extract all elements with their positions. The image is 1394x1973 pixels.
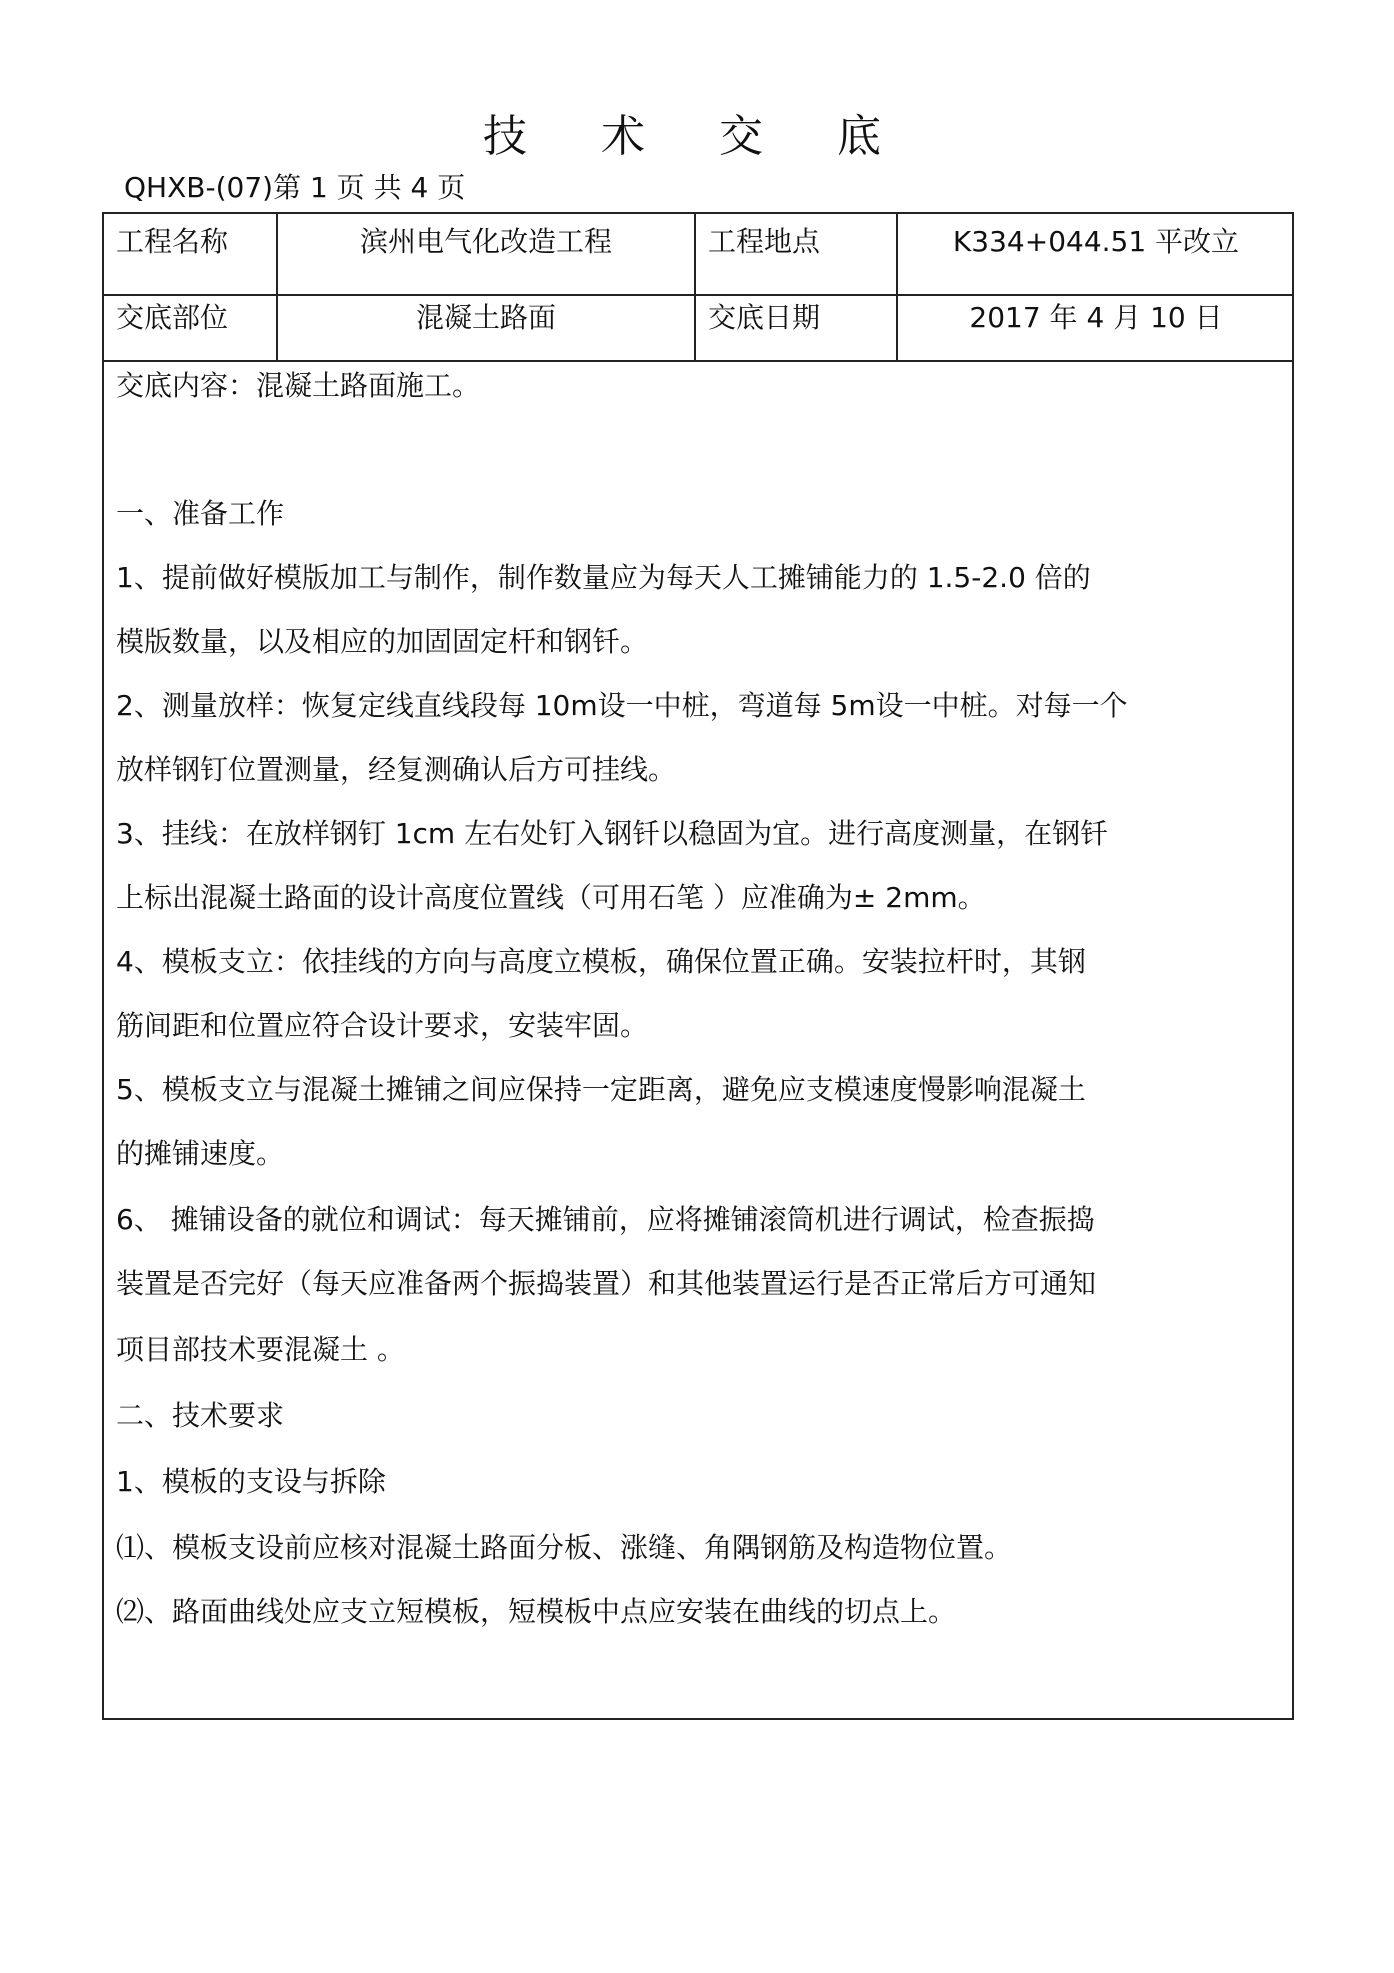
content-line: 1、模板的支设与拆除 bbox=[116, 1465, 386, 1498]
project-name-value: 滨州电气化改造工程 bbox=[359, 225, 612, 258]
row-divider bbox=[104, 294, 1292, 296]
content-line: 1、提前做好模版加工与制作，制作数量应为每天人工摊铺能力的 1.5-2.0 倍的 bbox=[116, 561, 1091, 594]
content-line: 的摊铺速度。 bbox=[116, 1137, 285, 1170]
project-location-value: K334+044.51 平改立 bbox=[952, 225, 1240, 258]
disclosure-table bbox=[102, 212, 1294, 1720]
content-line: ⑴、模板支设前应核对混凝土路面分板、涨缝、角隅钢筋及构造物位置。 bbox=[116, 1531, 1013, 1564]
content-line: ⑵、路面曲线处应支立短模板，短模板中点应安装在曲线的切点上。 bbox=[116, 1595, 957, 1628]
content-line: 4、模板支立：依挂线的方向与高度立模板，确保位置正确。安装拉杆时，其钢 bbox=[116, 945, 1086, 978]
content-line: 筋间距和位置应符合设计要求，安装牢固。 bbox=[116, 1009, 649, 1042]
content-line: 2、测量放样：恢复定线直线段每 10m设一中桩，弯道每 5m设一中桩。对每一个 bbox=[116, 689, 1128, 722]
project-name-label: 工程名称 bbox=[116, 225, 229, 258]
content-line: 3、挂线：在放样钢钉 1cm 左右处钉入钢钎以稳固为宜。进行高度测量，在钢钎 bbox=[116, 817, 1109, 850]
document-number: QHXB-(07)第 1 页 共 4 页 bbox=[124, 171, 466, 204]
project-location-label: 工程地点 bbox=[708, 225, 821, 258]
row-divider bbox=[104, 360, 1292, 362]
content-line: 6、 摊铺设备的就位和调试：每天摊铺前，应将摊铺滚筒机进行调试，检查振捣 bbox=[116, 1203, 1095, 1236]
date-label: 交底日期 bbox=[708, 301, 821, 334]
content-line: 5、模板支立与混凝土摊铺之间应保持一定距离，避免应支模速度慢影响混凝土 bbox=[116, 1073, 1086, 1106]
content-line: 放样钢钉位置测量，经复测确认后方可挂线。 bbox=[116, 753, 677, 786]
content-line: 项目部技术要混凝土 。 bbox=[116, 1333, 405, 1366]
content-line: 模版数量，以及相应的加固固定杆和钢钎。 bbox=[116, 625, 649, 658]
content-line: 二、技术要求 bbox=[116, 1399, 285, 1432]
content-line: 一、准备工作 bbox=[116, 497, 285, 530]
content-line: 装置是否完好（每天应准备两个振捣装置）和其他装置运行是否正常后方可通知 bbox=[116, 1267, 1097, 1300]
section-value: 混凝土路面 bbox=[415, 301, 556, 334]
content-intro: 交底内容：混凝土路面施工。 bbox=[116, 369, 481, 402]
content-line: 上标出混凝土路面的设计高度位置线（可用石笔 ）应准确为± 2mm。 bbox=[116, 881, 986, 914]
document-title: 技 术 交 底 bbox=[483, 111, 911, 162]
date-value: 2017 年 4 月 10 日 bbox=[969, 301, 1223, 334]
section-label: 交底部位 bbox=[116, 301, 229, 334]
column-divider bbox=[694, 214, 696, 362]
